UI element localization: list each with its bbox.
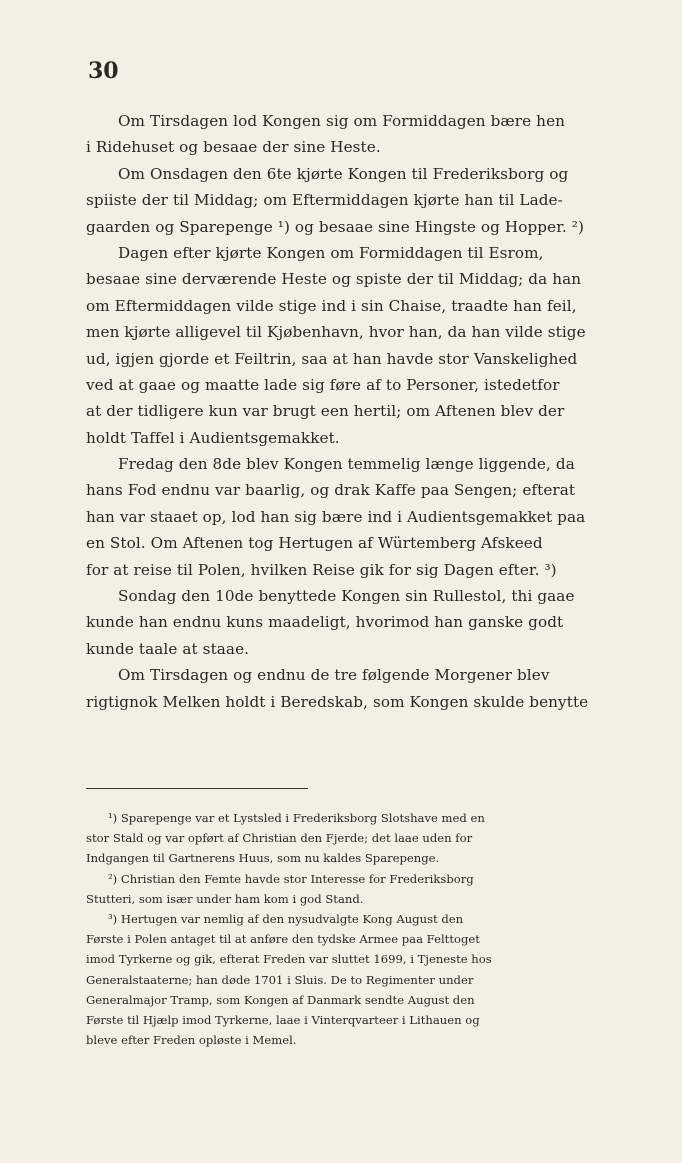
text-line: hans Fod endnu var baarlig, og drak Kaffe paa Sengen; efterat	[86, 481, 576, 500]
text-line: Fredag den 8de blev Kongen temmelig længe liggende, da	[118, 455, 575, 474]
text-line: Sondag den 10de benyttede Kongen sin Rullestol, thi gaae	[118, 587, 575, 606]
text-line: ved at gaae og maatte lade sig føre af to Personer, istedetfor	[86, 375, 560, 394]
text-line: besaae sine derværende Heste og spiste der til Middag; da han	[86, 270, 582, 289]
footnotes	[86, 808, 622, 1050]
text-line: gaarden og Sparepenge ¹) og besaae sine Hingste og Hopper. ²)	[86, 217, 584, 236]
footnote-line: Første til Hjælp imod Tyrkerne, laae i Vinterqvarteer i Lithauen og	[86, 1012, 480, 1027]
text-line: men kjørte alligevel til Kjøbenhavn, hvor han, da han vilde stige	[86, 323, 586, 342]
text-line: Om Tirsdagen lod Kongen sig om Formiddagen bære hen	[118, 112, 566, 130]
footnote-line: Generalmajor Tramp, som Kongen af Danmark sendte August den	[86, 992, 475, 1007]
footnote-line: stor Stald og var opført af Christian den Fjerde; det laae uden for	[86, 831, 473, 846]
text-line: Dagen efter kjørte Kongen om Formiddagen til Esrom,	[118, 243, 544, 262]
text-line: at der tidligere kun var brugt een hertil; om Aftenen blev der	[86, 402, 565, 421]
footnote-line: Stutteri, som især under ham kom i god Stand.	[86, 891, 364, 906]
text-line: kunde taale at staae.	[86, 639, 250, 658]
text-line: Om Onsdagen den 6te kjørte Kongen til Frederiksborg og	[118, 164, 569, 183]
footnote-line: ²) Christian den Femte havde stor Interesse for Frederiksborg	[108, 871, 474, 886]
text-line: en Stol. Om Aftenen tog Hertugen af Würtemberg Afskeed	[86, 534, 543, 553]
footnote-line: Første i Polen antaget til at anføre den tydske Armee paa Felttoget	[86, 932, 480, 947]
text-line: ud, igjen gjorde et Feiltrin, saa at han havde stor Vanskelighed	[86, 349, 578, 368]
text-line: kunde han endnu kuns maadeligt, hvorimod han ganske godt	[86, 613, 564, 632]
page-number: 30	[88, 58, 119, 84]
main-text	[86, 108, 622, 715]
text-line: han var staaet op, lod han sig bære ind i Audientsgemakket paa	[86, 507, 586, 526]
footnote-line: Generalstaaterne; han døde 1701 i Sluis. De to Regimenter under	[86, 972, 474, 987]
footnote-divider	[86, 788, 308, 789]
footnote-line: bleve efter Freden opløste i Memel.	[86, 1033, 297, 1048]
footnote-line: ¹) Sparepenge var et Lystsled i Frederiksborg Slotshave med en	[108, 811, 485, 825]
text-line: om Eftermiddagen vilde stige ind i sin Chaise, traadte han feil,	[86, 296, 577, 315]
text-line: rigtignok Melken holdt i Beredskab, som Kongen skulde benytte	[86, 692, 589, 711]
text-line: for at reise til Polen, hvilken Reise gik for sig Dagen efter. ³)	[86, 560, 557, 579]
footnote-line: imod Tyrkerne og gik, efterat Freden var sluttet 1699, i Tjeneste hos	[86, 952, 492, 967]
text-line: i Ridehuset og besaae der sine Heste.	[86, 138, 381, 157]
text-line: Om Tirsdagen og endnu de tre følgende Morgener blev	[118, 666, 550, 685]
text-line: holdt Taffel i Audientsgemakket.	[86, 428, 340, 447]
text-line: spiiste der til Middag; om Eftermiddagen kjørte han til Lade-	[86, 191, 563, 210]
footnote-line: Indgangen til Gartnerens Huus, som nu kaldes Sparepenge.	[86, 851, 440, 866]
footnote-line: ³) Hertugen var nemlig af den nysudvalgte Kong August den	[108, 911, 464, 926]
